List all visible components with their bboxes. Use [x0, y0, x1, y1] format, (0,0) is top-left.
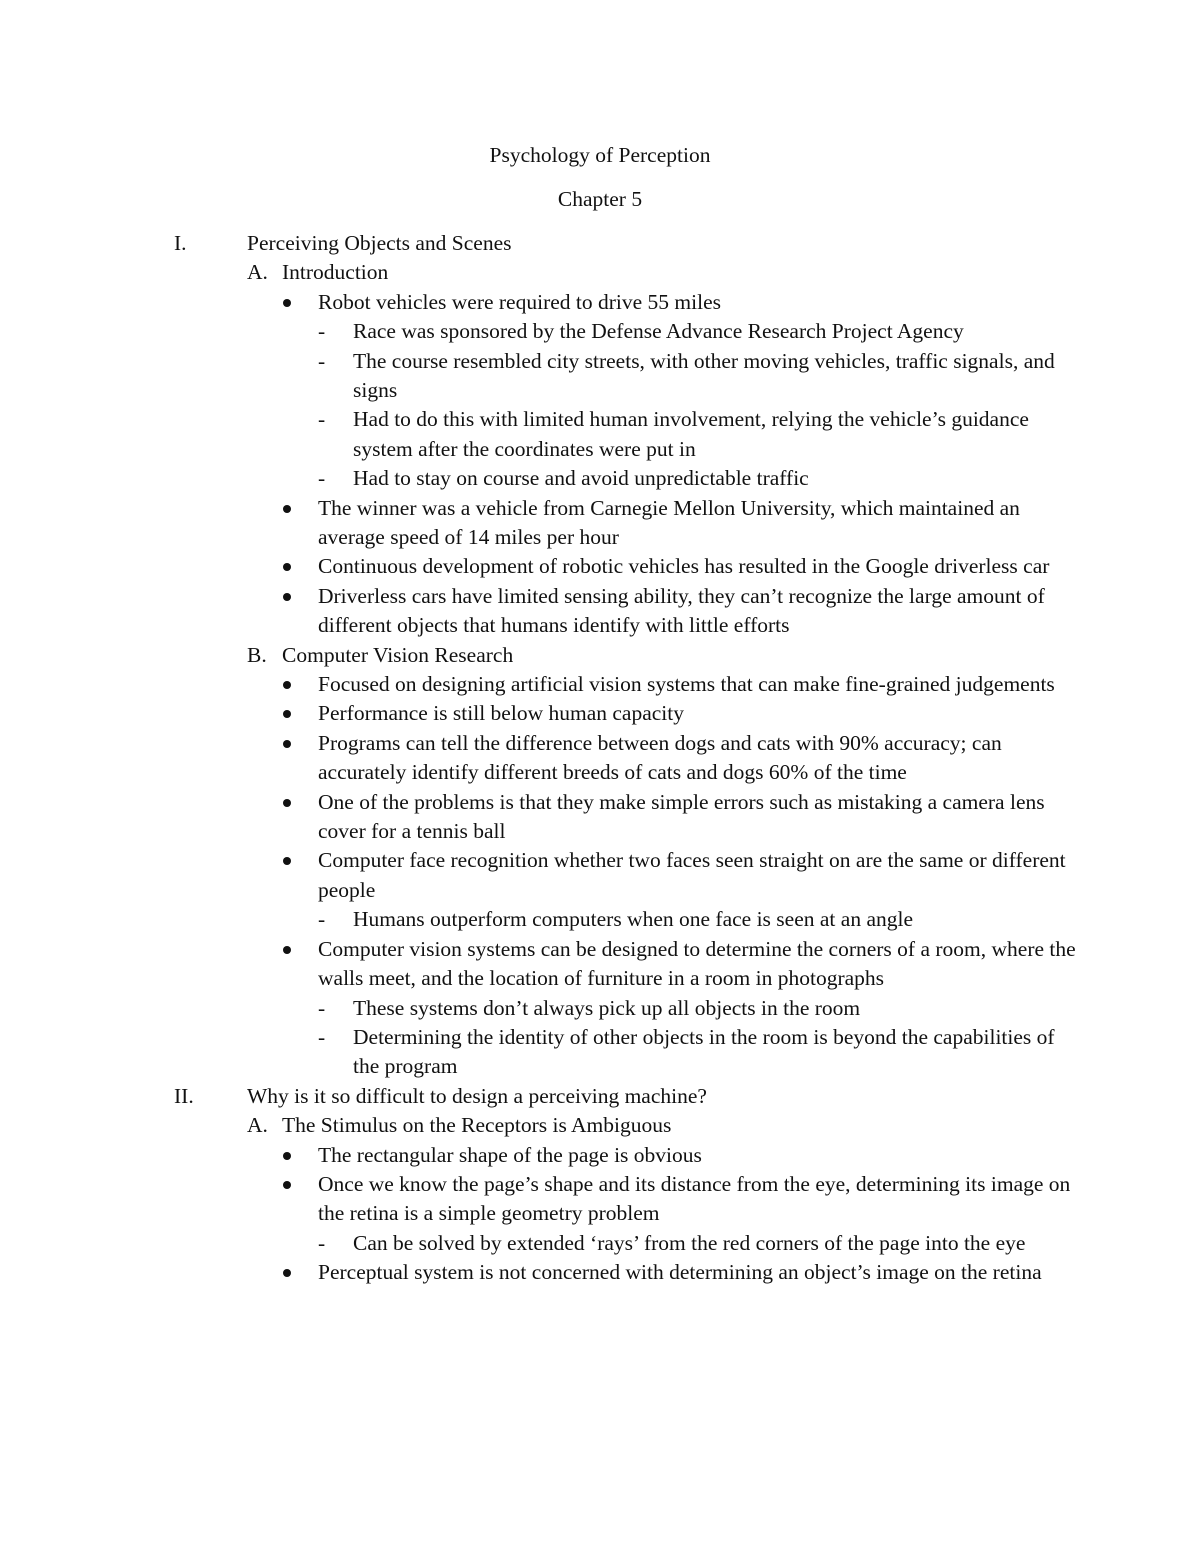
- dash-text: These systems don’t always pick up all objects in the room: [353, 995, 861, 1020]
- bullet-text: Once we know the page’s shape and its distance from the eye, determining its image on the retina is a simple geometry problem: [318, 1171, 1071, 1226]
- dash-icon: -: [318, 1230, 326, 1255]
- dash-item: [0, 994, 1063, 1023]
- subsection-letter: B.: [247, 642, 267, 667]
- bullet-icon: [283, 593, 291, 601]
- bullet-item: [0, 788, 1078, 847]
- outline: [0, 229, 1200, 1288]
- subsection-heading-text: Computer Vision Research: [282, 642, 514, 667]
- bullet-icon: [283, 799, 291, 807]
- bullet-item: [0, 288, 1078, 317]
- dash-item: [0, 905, 1063, 934]
- dash-item: [0, 1023, 1063, 1082]
- dash-icon: -: [318, 407, 326, 432]
- bullet-icon: [283, 740, 291, 748]
- section-heading: [0, 1082, 1200, 1111]
- bullet-text: The winner was a vehicle from Carnegie Mellon University, which maintained an average speed of 14 miles per hour: [318, 495, 1020, 550]
- subsection-heading: [0, 641, 1200, 670]
- page-subtitle: Chapter 5: [557, 187, 643, 211]
- bullet-icon: [283, 946, 291, 954]
- bullet-icon: [283, 1152, 291, 1160]
- bullet-item: [0, 670, 1078, 699]
- bullet-item: [0, 935, 1078, 994]
- dash-text: Race was sponsored by the Defense Advance Research Project Agency: [353, 319, 964, 344]
- bullet-text: Computer face recognition whether two faces seen straight on are the same or different people: [318, 848, 1066, 902]
- dash-text: Humans outperform computers when one face is seen at an angle: [353, 907, 913, 932]
- bullet-item: [0, 494, 1078, 553]
- bullet-item: [0, 552, 1078, 581]
- subsection-heading: [0, 1111, 1200, 1140]
- bullet-text: One of the problems is that they make simple errors such as mistaking a camera lens cover for a tennis ball: [318, 789, 1045, 844]
- bullet-item: [0, 729, 1078, 788]
- bullet-item: [0, 582, 1078, 641]
- bullet-item: [0, 1258, 1078, 1287]
- section-numeral: II.: [174, 1083, 194, 1108]
- dash-icon: -: [318, 1024, 326, 1049]
- bullet-icon: [283, 1269, 291, 1277]
- bullet-icon: [283, 299, 291, 307]
- bullet-icon: [283, 857, 291, 865]
- bullet-item: [0, 699, 1078, 728]
- dash-item: [0, 347, 1063, 406]
- bullet-icon: [283, 710, 291, 718]
- bullet-text: Performance is still below human capacity: [318, 701, 684, 726]
- bullet-text: Continuous development of robotic vehicles has resulted in the Google driverless car: [318, 554, 1050, 579]
- section-heading-text: Perceiving Objects and Scenes: [247, 231, 512, 255]
- dash-item: [0, 317, 1063, 346]
- dash-text: The course resembled city streets, with other moving vehicles, traffic signals, and signs: [353, 348, 1055, 402]
- dash-item: [0, 464, 1063, 493]
- bullet-text: Robot vehicles were required to drive 55 miles: [318, 289, 722, 314]
- dash-icon: -: [318, 319, 326, 344]
- bullet-text: Focused on designing artificial vision systems that can make fine-grained judgements: [318, 672, 1055, 697]
- subsection-heading: [0, 258, 1200, 287]
- subsection-letter: A.: [247, 1113, 268, 1138]
- bullet-text: Programs can tell the difference between dogs and cats with 90% accuracy; can accurately identify different breeds of cats and dogs 60% of the time: [318, 730, 1002, 785]
- dash-item: [0, 405, 1063, 464]
- bullet-icon: [283, 505, 291, 513]
- bullet-icon: [283, 1181, 291, 1189]
- bullet-item: [0, 846, 1078, 905]
- subsection-heading-text: Introduction: [282, 260, 389, 285]
- subsection-heading-text: The Stimulus on the Receptors is Ambiguous: [282, 1113, 672, 1138]
- bullet-item: [0, 1170, 1078, 1229]
- bullet-text: Driverless cars have limited sensing ability, they can’t recognize the large amount of different objects that humans identify with little efforts: [318, 583, 1045, 638]
- dash-text: Determining the identity of other objects in the room is beyond the capabilities of the program: [353, 1024, 1055, 1079]
- section-heading-text: Why is it so difficult to design a perceiving machine?: [247, 1083, 707, 1108]
- subsection-letter: A.: [247, 260, 268, 285]
- section-numeral: I.: [174, 231, 187, 255]
- bullet-text: Computer vision systems can be designed to determine the corners of a room, where the walls meet, and the location of furniture in a room in photographs: [318, 936, 1076, 991]
- section-heading: [0, 229, 1200, 258]
- page-title: Psychology of Perception: [489, 143, 711, 167]
- bullet-text: Perceptual system is not concerned with determining an object’s image on the retina: [318, 1260, 1042, 1285]
- bullet-icon: [283, 563, 291, 571]
- bullet-item: [0, 1141, 1078, 1170]
- dash-icon: -: [318, 466, 326, 491]
- dash-icon: -: [318, 907, 326, 932]
- bullet-text: The rectangular shape of the page is obvious: [318, 1142, 702, 1167]
- dash-text: Can be solved by extended ‘rays’ from the red corners of the page into the eye: [353, 1230, 1026, 1255]
- dash-icon: -: [318, 348, 326, 373]
- bullet-icon: [283, 681, 291, 689]
- dash-text: Had to stay on course and avoid unpredictable traffic: [353, 466, 809, 491]
- dash-item: [0, 1229, 1063, 1258]
- dash-icon: -: [318, 995, 326, 1020]
- dash-text: Had to do this with limited human involvement, relying the vehicle’s guidance system after the coordinates were put in: [353, 407, 1029, 461]
